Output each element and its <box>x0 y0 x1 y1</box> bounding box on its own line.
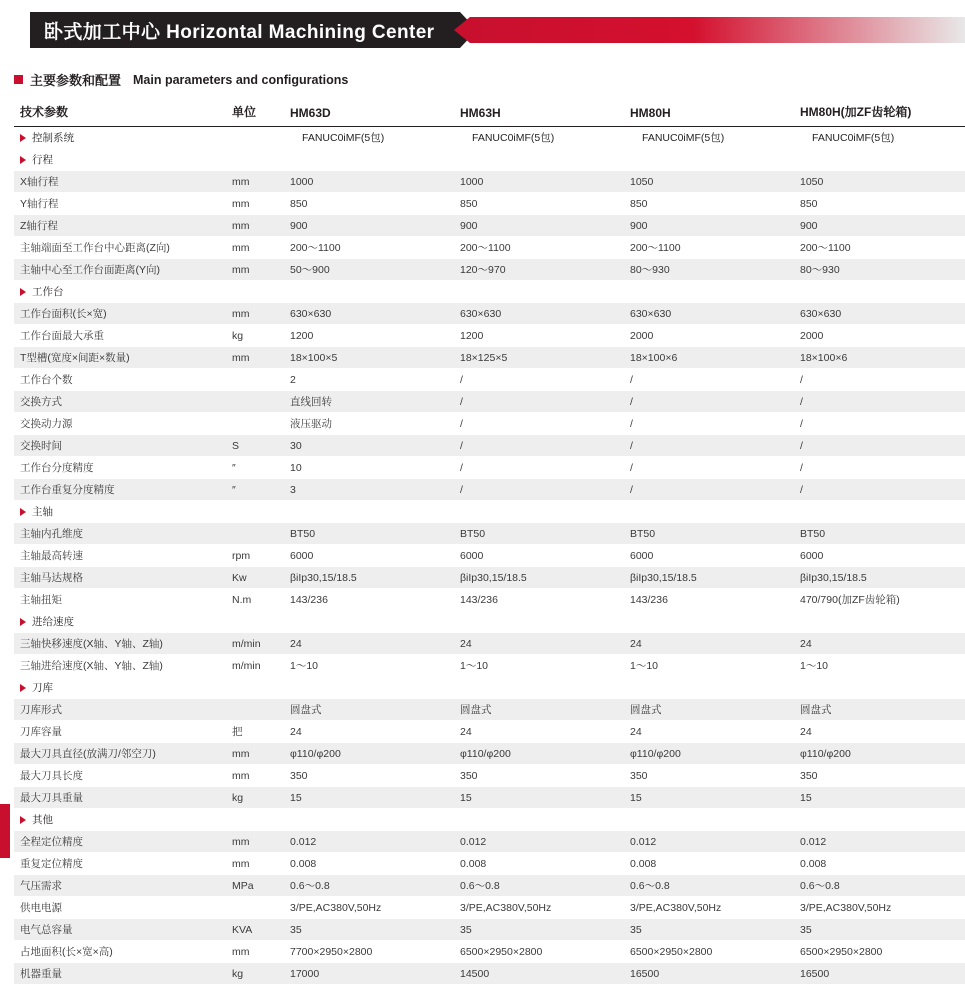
cell-value: 圆盘式 <box>624 699 794 721</box>
cell-value: 200～1100 <box>794 237 965 259</box>
cell-value: BT50 <box>284 523 454 545</box>
cell-value <box>284 809 454 831</box>
cell-value: / <box>794 413 965 435</box>
cell-unit <box>226 611 284 633</box>
page-root <box>0 8 965 980</box>
cell-value: 10 <box>284 457 454 479</box>
cell-parameter-name: 工作台面最大承重 <box>14 325 226 347</box>
cell-value: / <box>624 413 794 435</box>
table-row <box>14 171 965 193</box>
cell-parameter-name: 重复定位精度 <box>14 853 226 875</box>
table-row <box>14 479 965 501</box>
cell-value: 3/PE,AC380V,50Hz <box>284 897 454 919</box>
cell-value: φ110/φ200 <box>624 743 794 765</box>
table-row <box>14 919 965 941</box>
page-title-cn: 卧式加工中心 <box>44 21 161 43</box>
cell-parameter-name: 主轴中心至工作台面距离(Y向) <box>14 259 226 281</box>
table-row <box>14 303 965 325</box>
cell-value: 1000 <box>284 171 454 193</box>
table-row <box>14 831 965 853</box>
cell-value <box>284 501 454 523</box>
table-row <box>14 655 965 677</box>
page-banner <box>0 8 965 52</box>
cell-value <box>624 677 794 699</box>
table-row <box>14 523 965 545</box>
cell-value: 0.008 <box>284 853 454 875</box>
cell-parameter-name: 全程定位精度 <box>14 831 226 853</box>
cell-parameter-name: 工作台 <box>14 281 226 303</box>
table-row <box>14 589 965 611</box>
cell-value: 80～930 <box>624 259 794 281</box>
cell-unit <box>226 127 284 149</box>
cell-value: BT50 <box>624 523 794 545</box>
column-header-unit: 单位 <box>226 99 284 127</box>
table-group-row <box>14 127 965 149</box>
cell-value <box>794 501 965 523</box>
cell-value: 24 <box>454 721 624 743</box>
section-title-en: Main parameters and configurations <box>133 72 349 87</box>
cell-value: 6000 <box>794 545 965 567</box>
cell-value: φ110/φ200 <box>284 743 454 765</box>
section-title-cn: 主要参数和配置 <box>30 73 122 88</box>
cell-value: 6500×2950×2800 <box>794 941 965 963</box>
cell-unit: m/min <box>226 633 284 655</box>
cell-value: 350 <box>794 765 965 787</box>
cell-value: / <box>454 457 624 479</box>
cell-value <box>454 677 624 699</box>
cell-value: 1200 <box>454 325 624 347</box>
table-row <box>14 721 965 743</box>
cell-parameter-name: 其他 <box>14 809 226 831</box>
cell-value: 1050 <box>794 171 965 193</box>
cell-value: 6000 <box>454 545 624 567</box>
cell-value: / <box>454 391 624 413</box>
cell-value: 0.008 <box>794 853 965 875</box>
cell-value: 900 <box>794 215 965 237</box>
cell-value: 0.6～0.8 <box>794 875 965 897</box>
cell-unit: kg <box>226 963 284 985</box>
cell-value: 16500 <box>624 963 794 985</box>
table-row <box>14 369 965 391</box>
column-header-hm63h: HM63H <box>454 99 624 127</box>
cell-unit <box>226 501 284 523</box>
table-row <box>14 567 965 589</box>
table-row <box>14 193 965 215</box>
cell-value: φ110/φ200 <box>794 743 965 765</box>
cell-value: 0.6～0.8 <box>284 875 454 897</box>
cell-value: 3/PE,AC380V,50Hz <box>624 897 794 919</box>
cell-parameter-name: 电气总容量 <box>14 919 226 941</box>
cell-value: 30 <box>284 435 454 457</box>
table-header <box>14 99 965 127</box>
cell-parameter-name: 机器重量 <box>14 963 226 985</box>
cell-parameter-name: 主轴端面至工作台中心距离(Z向) <box>14 237 226 259</box>
cell-parameter-name: T型槽(宽度×间距×数量) <box>14 347 226 369</box>
cell-parameter-name: 最大刀具长度 <box>14 765 226 787</box>
table-row <box>14 633 965 655</box>
cell-value: 14500 <box>454 963 624 985</box>
cell-unit: kg <box>226 787 284 809</box>
table-row <box>14 941 965 963</box>
cell-value: βiIp30,15/18.5 <box>454 567 624 589</box>
cell-unit: mm <box>226 347 284 369</box>
cell-unit: KVA <box>226 919 284 941</box>
cell-value <box>624 149 794 171</box>
cell-parameter-name: 主轴最高转速 <box>14 545 226 567</box>
cell-value: 3/PE,AC380V,50Hz <box>794 897 965 919</box>
cell-unit: Kw <box>226 567 284 589</box>
cell-value: 圆盘式 <box>794 699 965 721</box>
cell-value: 24 <box>454 633 624 655</box>
cell-value: / <box>624 369 794 391</box>
cell-value: 6000 <box>624 545 794 567</box>
cell-value: 24 <box>624 633 794 655</box>
cell-parameter-name: 三轴快移速度(X轴、Y轴、Z轴) <box>14 633 226 655</box>
cell-unit <box>226 369 284 391</box>
left-red-bar <box>0 804 10 858</box>
cell-value: 24 <box>624 721 794 743</box>
table-group-row <box>14 611 965 633</box>
table-row <box>14 787 965 809</box>
cell-parameter-name: 交换动力源 <box>14 413 226 435</box>
cell-value: / <box>624 391 794 413</box>
cell-value: 2 <box>284 369 454 391</box>
table-header-row <box>14 99 965 127</box>
cell-value: 35 <box>284 919 454 941</box>
cell-unit: mm <box>226 765 284 787</box>
cell-value: 2000 <box>624 325 794 347</box>
cell-parameter-name: 气压需求 <box>14 875 226 897</box>
cell-parameter-name: 行程 <box>14 149 226 171</box>
cell-value: 6000 <box>284 545 454 567</box>
column-header-hm63d: HM63D <box>284 99 454 127</box>
cell-unit: S <box>226 435 284 457</box>
cell-value: 圆盘式 <box>454 699 624 721</box>
page-title-en: Horizontal Machining Center <box>166 21 435 43</box>
cell-value: 液压驱动 <box>284 413 454 435</box>
cell-value: / <box>454 435 624 457</box>
cell-value: 24 <box>284 721 454 743</box>
cell-value <box>284 677 454 699</box>
cell-value <box>624 809 794 831</box>
cell-parameter-name: 工作台个数 <box>14 369 226 391</box>
cell-value <box>624 611 794 633</box>
cell-value: 850 <box>794 193 965 215</box>
cell-value: 200～1100 <box>624 237 794 259</box>
cell-value: 630×630 <box>624 303 794 325</box>
table-row <box>14 765 965 787</box>
cell-unit: mm <box>226 941 284 963</box>
cell-value: 15 <box>454 787 624 809</box>
table-row <box>14 435 965 457</box>
cell-value: 6500×2950×2800 <box>454 941 624 963</box>
cell-parameter-name: 主轴 <box>14 501 226 523</box>
cell-value: 80～930 <box>794 259 965 281</box>
cell-value: / <box>794 457 965 479</box>
cell-unit: N.m <box>226 589 284 611</box>
cell-value: 0.012 <box>794 831 965 853</box>
cell-value: 24 <box>284 633 454 655</box>
cell-value: / <box>794 369 965 391</box>
cell-value <box>794 149 965 171</box>
cell-unit <box>226 149 284 171</box>
cell-value: 24 <box>794 721 965 743</box>
cell-value: 350 <box>284 765 454 787</box>
cell-parameter-name: 工作台面积(长×宽) <box>14 303 226 325</box>
cell-value <box>794 611 965 633</box>
cell-parameter-name: 占地面积(长×宽×高) <box>14 941 226 963</box>
cell-unit: mm <box>226 215 284 237</box>
cell-value <box>284 611 454 633</box>
cell-value: 850 <box>454 193 624 215</box>
cell-unit: kg <box>226 325 284 347</box>
cell-value: FANUC0iMF(5包) <box>624 127 794 149</box>
cell-value: 35 <box>794 919 965 941</box>
cell-value: 900 <box>454 215 624 237</box>
cell-value <box>454 281 624 303</box>
cell-value: / <box>624 457 794 479</box>
table-row <box>14 325 965 347</box>
cell-value: / <box>624 479 794 501</box>
cell-unit: m/min <box>226 655 284 677</box>
cell-value: 直线回转 <box>284 391 454 413</box>
cell-parameter-name: 刀库 <box>14 677 226 699</box>
cell-value: 3 <box>284 479 454 501</box>
column-header-hm80h: HM80H <box>624 99 794 127</box>
cell-value: 3/PE,AC380V,50Hz <box>454 897 624 919</box>
cell-parameter-name: 最大刀具重量 <box>14 787 226 809</box>
cell-value: 35 <box>454 919 624 941</box>
cell-value: 圆盘式 <box>284 699 454 721</box>
cell-value: 0.012 <box>454 831 624 853</box>
cell-value <box>284 281 454 303</box>
cell-value: βiIp30,15/18.5 <box>284 567 454 589</box>
table-row <box>14 699 965 721</box>
cell-value: 850 <box>284 193 454 215</box>
banner-red-stripe <box>470 17 965 43</box>
page-title <box>44 17 434 44</box>
cell-unit: ″ <box>226 457 284 479</box>
cell-value: 50～900 <box>284 259 454 281</box>
cell-parameter-name: 主轴扭矩 <box>14 589 226 611</box>
cell-value: / <box>454 369 624 391</box>
cell-value: 200～1100 <box>284 237 454 259</box>
cell-value: FANUC0iMF(5包) <box>454 127 624 149</box>
cell-parameter-name: 交换方式 <box>14 391 226 413</box>
cell-value: / <box>454 479 624 501</box>
cell-value: FANUC0iMF(5包) <box>284 127 454 149</box>
cell-value: 7700×2950×2800 <box>284 941 454 963</box>
table-row <box>14 457 965 479</box>
cell-value: 0.6～0.8 <box>454 875 624 897</box>
cell-value: 0.6～0.8 <box>624 875 794 897</box>
table-row <box>14 743 965 765</box>
table-row <box>14 897 965 919</box>
cell-value <box>624 501 794 523</box>
table-group-row <box>14 501 965 523</box>
cell-parameter-name: 最大刀具直径(放满刀/邻空刀) <box>14 743 226 765</box>
table-group-row <box>14 281 965 303</box>
cell-value: 24 <box>794 633 965 655</box>
cell-parameter-name: 刀库容量 <box>14 721 226 743</box>
cell-value <box>454 809 624 831</box>
cell-unit <box>226 897 284 919</box>
cell-value: / <box>794 391 965 413</box>
cell-value: 850 <box>624 193 794 215</box>
cell-value: 1050 <box>624 171 794 193</box>
cell-unit: 把 <box>226 721 284 743</box>
column-header-param: 技术参数 <box>14 99 226 127</box>
cell-value: FANUC0iMF(5包) <box>794 127 965 149</box>
cell-value: / <box>454 413 624 435</box>
cell-parameter-name: X轴行程 <box>14 171 226 193</box>
cell-value: 18×100×6 <box>624 347 794 369</box>
table-row <box>14 347 965 369</box>
cell-value: 120～970 <box>454 259 624 281</box>
cell-unit: MPa <box>226 875 284 897</box>
table-row <box>14 853 965 875</box>
section-heading <box>14 70 965 89</box>
cell-value: 630×630 <box>284 303 454 325</box>
cell-parameter-name: 供电电源 <box>14 897 226 919</box>
cell-parameter-name: 进给速度 <box>14 611 226 633</box>
cell-parameter-name: 控制系统 <box>14 127 226 149</box>
cell-unit: mm <box>226 303 284 325</box>
cell-value: / <box>794 479 965 501</box>
cell-value: 18×100×6 <box>794 347 965 369</box>
cell-value: 1200 <box>284 325 454 347</box>
cell-unit: ″ <box>226 479 284 501</box>
cell-value: 6500×2950×2800 <box>624 941 794 963</box>
cell-value: / <box>794 435 965 457</box>
cell-value: 143/236 <box>624 589 794 611</box>
cell-unit: mm <box>226 259 284 281</box>
cell-value: 143/236 <box>454 589 624 611</box>
table-row <box>14 963 965 985</box>
cell-value <box>284 149 454 171</box>
banner-left-spacer <box>0 8 30 52</box>
cell-value: 1～10 <box>454 655 624 677</box>
cell-unit <box>226 413 284 435</box>
cell-unit: mm <box>226 237 284 259</box>
cell-value: 15 <box>284 787 454 809</box>
cell-value: 900 <box>624 215 794 237</box>
cell-value: 1～10 <box>284 655 454 677</box>
cell-unit: mm <box>226 743 284 765</box>
cell-value: 0.012 <box>284 831 454 853</box>
cell-parameter-name: 三轴进给速度(X轴、Y轴、Z轴) <box>14 655 226 677</box>
cell-parameter-name: 主轴内孔维度 <box>14 523 226 545</box>
cell-value: 15 <box>624 787 794 809</box>
cell-value <box>454 149 624 171</box>
table-row <box>14 391 965 413</box>
cell-value: / <box>624 435 794 457</box>
cell-value: 470/790(加ZF齿轮箱) <box>794 589 965 611</box>
cell-unit: rpm <box>226 545 284 567</box>
cell-unit <box>226 677 284 699</box>
cell-parameter-name: Y轴行程 <box>14 193 226 215</box>
cell-value: 1～10 <box>794 655 965 677</box>
table-body <box>14 127 965 985</box>
cell-parameter-name: 工作台重复分度精度 <box>14 479 226 501</box>
table-group-row <box>14 677 965 699</box>
cell-unit: mm <box>226 171 284 193</box>
cell-parameter-name: Z轴行程 <box>14 215 226 237</box>
cell-value: 900 <box>284 215 454 237</box>
cell-value <box>624 281 794 303</box>
cell-value: 630×630 <box>454 303 624 325</box>
cell-unit <box>226 809 284 831</box>
cell-unit <box>226 699 284 721</box>
cell-parameter-name: 刀库形式 <box>14 699 226 721</box>
cell-value: 16500 <box>794 963 965 985</box>
cell-value: 2000 <box>794 325 965 347</box>
cell-value: 15 <box>794 787 965 809</box>
cell-value: 143/236 <box>284 589 454 611</box>
cell-value: BT50 <box>794 523 965 545</box>
cell-value <box>794 281 965 303</box>
cell-value: 18×100×5 <box>284 347 454 369</box>
cell-value: 18×125×5 <box>454 347 624 369</box>
cell-value: φ110/φ200 <box>454 743 624 765</box>
cell-value: 200～1100 <box>454 237 624 259</box>
cell-value: 350 <box>624 765 794 787</box>
cell-value: 0.008 <box>624 853 794 875</box>
cell-value: 1～10 <box>624 655 794 677</box>
cell-value <box>454 501 624 523</box>
cell-value: βiIp30,15/18.5 <box>624 567 794 589</box>
table-row <box>14 545 965 567</box>
cell-value: BT50 <box>454 523 624 545</box>
banner-title-block <box>30 12 460 48</box>
cell-parameter-name: 工作台分度精度 <box>14 457 226 479</box>
table-row <box>14 259 965 281</box>
table-group-row <box>14 149 965 171</box>
cell-value: 0.008 <box>454 853 624 875</box>
cell-unit <box>226 281 284 303</box>
cell-value: 35 <box>624 919 794 941</box>
cell-value <box>454 611 624 633</box>
cell-unit: mm <box>226 831 284 853</box>
cell-unit <box>226 523 284 545</box>
cell-value: 0.012 <box>624 831 794 853</box>
table-row <box>14 237 965 259</box>
cell-value <box>794 677 965 699</box>
cell-parameter-name: 交换时间 <box>14 435 226 457</box>
cell-value: βiIp30,15/18.5 <box>794 567 965 589</box>
spec-table <box>14 99 965 985</box>
table-row <box>14 413 965 435</box>
column-header-hm80h-zf: HM80H(加ZF齿轮箱) <box>794 99 965 127</box>
cell-unit: mm <box>226 853 284 875</box>
square-bullet-icon <box>14 75 23 84</box>
cell-unit: mm <box>226 193 284 215</box>
cell-value: 350 <box>454 765 624 787</box>
cell-value <box>794 809 965 831</box>
cell-parameter-name: 主轴马达规格 <box>14 567 226 589</box>
table-group-row <box>14 809 965 831</box>
table-row <box>14 215 965 237</box>
cell-value: 17000 <box>284 963 454 985</box>
table-row <box>14 875 965 897</box>
cell-value: 630×630 <box>794 303 965 325</box>
cell-value: 1000 <box>454 171 624 193</box>
cell-unit <box>226 391 284 413</box>
